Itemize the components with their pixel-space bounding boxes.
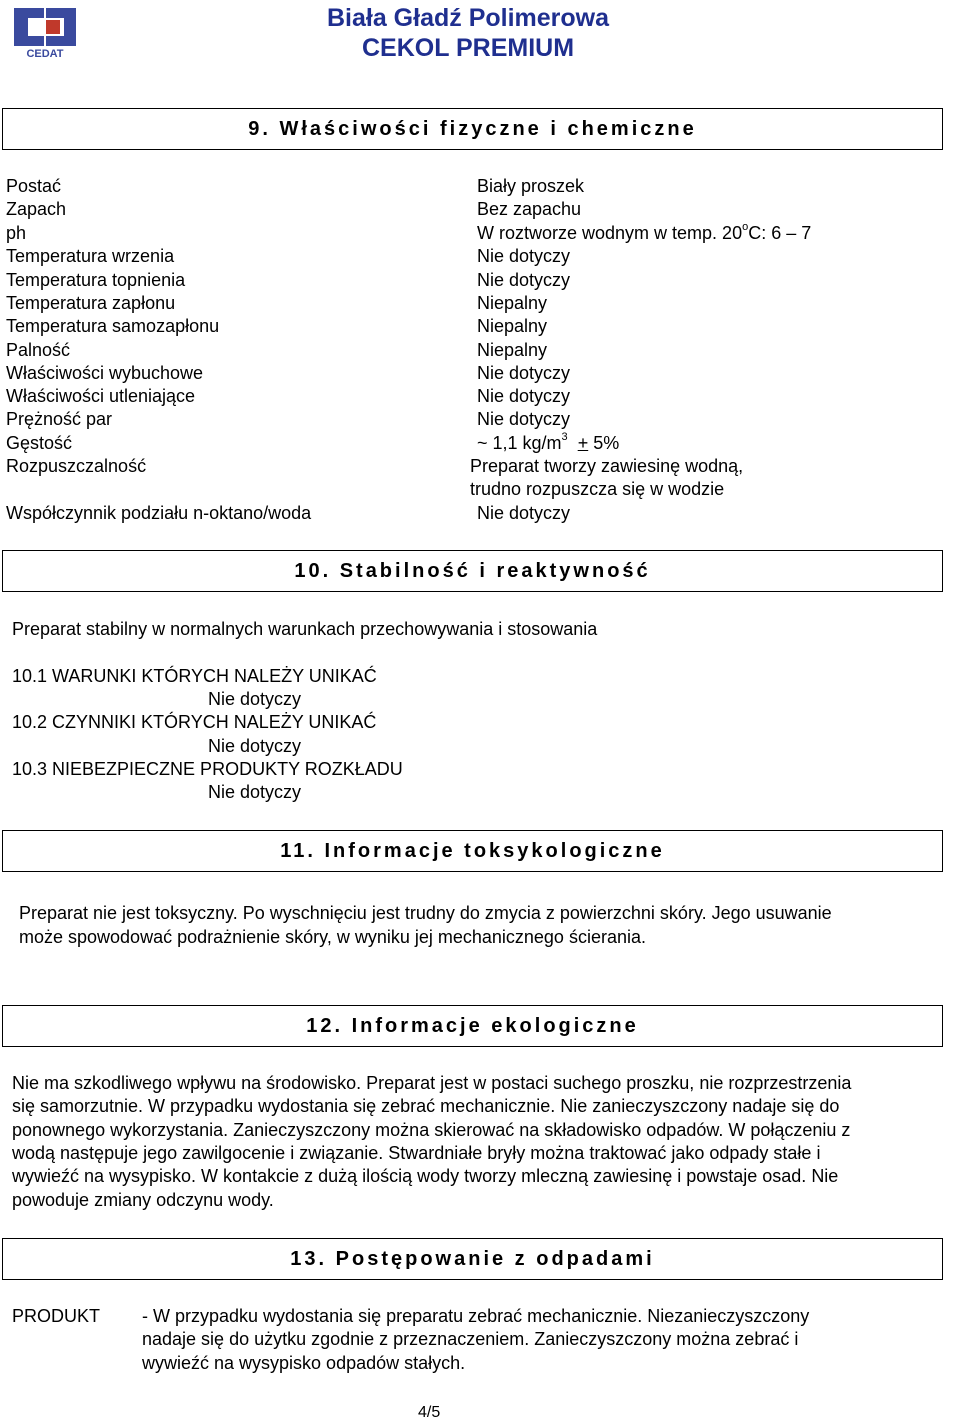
section-9-title: 9. Właściwości fizyczne i chemiczne	[248, 118, 697, 140]
section-13-header	[2, 1238, 943, 1280]
ecology-text-line: wodą następuje jego zawilgocenie i związanie. Stwardniałe bryły można traktować jako odpady stałe i	[12, 1143, 821, 1163]
property-value: Bez zapachu	[477, 199, 582, 219]
waste-label: PRODUKT	[12, 1306, 101, 1326]
property-value: W roztworze wodnym w temp. 20$^o$C: 6 – 7	[477, 221, 812, 243]
subsection-value: Nie dotyczy	[208, 689, 302, 709]
property-label: Rozpuszczalność	[6, 456, 147, 476]
property-label: Temperatura samozapłonu	[6, 316, 220, 336]
property-value: Nie dotyczy	[477, 386, 571, 406]
property-value: Niepalny	[477, 293, 548, 313]
property-value: ~ 1,1 $kg/m^3 + 5\%$	[477, 431, 620, 453]
property-label: Temperatura wrzenia	[6, 246, 175, 266]
logo-text: CEDAT	[26, 48, 64, 58]
property-label: Temperatura zapłonu	[6, 293, 176, 313]
property-label: Zapach	[6, 199, 67, 219]
section-11-title: 11. Informacje toksykologiczne	[280, 840, 665, 862]
property-value: Nie dotyczy	[477, 503, 571, 523]
ecology-text-line: wywieźć na wysypisko. W kontakcie z dużą ilością wody tworzy mleczną zawiesinę i powstaje osad. Nie	[12, 1166, 839, 1186]
property-value: Preparat tworzy zawiesinę wodną,	[470, 456, 744, 476]
toxicology-text-line: może spowodować podrażnienie skóry, w wyniku jej mechanicznego ścierania.	[19, 927, 646, 947]
section-12-title: 12. Informacje ekologiczne	[306, 1015, 639, 1037]
property-label: Palność	[6, 340, 71, 360]
property-value: Biały proszek	[477, 176, 585, 196]
subsection-value: Nie dotyczy	[208, 782, 302, 802]
document-subtitle: CEKOL PREMIUM	[361, 34, 575, 62]
subsection-heading: 10.3 NIEBEZPIECZNE PRODUKTY ROZKŁADU	[12, 759, 403, 779]
property-value: Niepalny	[477, 340, 548, 360]
property-label: Współczynnik podziału n-oktano/woda	[6, 503, 312, 523]
section-10-title: 10. Stabilność i reaktywność	[294, 560, 651, 582]
property-value: Niepalny	[477, 316, 548, 336]
property-label: Właściwości utleniające	[6, 386, 196, 406]
document-title: Biała Gładź Polimerowa	[326, 4, 610, 32]
section-13-title: 13. Postępowanie z odpadami	[290, 1248, 655, 1270]
section-12-header	[2, 1005, 943, 1047]
property-value: Nie dotyczy	[477, 246, 571, 266]
waste-text-line: - W przypadku wydostania się preparatu zebrać mechanicznie. Niezanieczyszczony	[142, 1306, 810, 1326]
section-9-header	[2, 108, 943, 150]
ecology-text-line: się samorzutnie. W przypadku wydostania się zebrać mechanicznie. Nie zanieczyszczony nadaje się do	[12, 1096, 840, 1116]
ecology-text-line: powoduje zmiany odczynu wody.	[12, 1190, 274, 1210]
property-label: Postać	[6, 176, 62, 196]
property-label: Temperatura topnienia	[6, 270, 186, 290]
subsection-value: Nie dotyczy	[208, 736, 302, 756]
section-10-header	[2, 550, 943, 592]
ecology-text-line: ponownego wykorzystania. Zanieczyszczony można skierować na składowisko odpadów. W połączeniu z	[12, 1120, 851, 1140]
property-value: trudno rozpuszcza się w wodzie	[470, 479, 725, 499]
property-value: Nie dotyczy	[477, 270, 571, 290]
property-value: Nie dotyczy	[477, 409, 571, 429]
property-label: Gęstość	[6, 433, 73, 453]
page-number: 4/5	[418, 1404, 441, 1421]
stability-intro: Preparat stabilny w normalnych warunkach przechowywania i stosowania	[12, 619, 598, 639]
toxicology-text-line: Preparat nie jest toksyczny. Po wyschnięciu jest trudny do zmycia z powierzchni skóry. Jego usuwanie	[19, 903, 832, 923]
ecology-text-line: Nie ma szkodliwego wpływu na środowisko. Preparat jest w postaci suchego proszku, nie rozprzestrzenia	[12, 1073, 852, 1093]
subsection-heading: 10.2 CZYNNIKI KTÓRYCH NALEŻY UNIKAĆ	[12, 712, 377, 732]
waste-text-line: nadaje się do użytku zgodnie z przeznaczeniem. Zanieczyszczony można zebrać i	[142, 1329, 799, 1349]
waste-text-line: wywieźć na wysypisko odpadów stałych.	[142, 1353, 466, 1373]
property-label: ph	[6, 223, 27, 243]
section-11-header	[2, 830, 943, 872]
property-label: Prężność par	[6, 409, 113, 429]
property-label: Właściwości wybuchowe	[6, 363, 204, 383]
property-value: Nie dotyczy	[477, 363, 571, 383]
subsection-heading: 10.1 WARUNKI KTÓRYCH NALEŻY UNIKAĆ	[12, 666, 377, 686]
